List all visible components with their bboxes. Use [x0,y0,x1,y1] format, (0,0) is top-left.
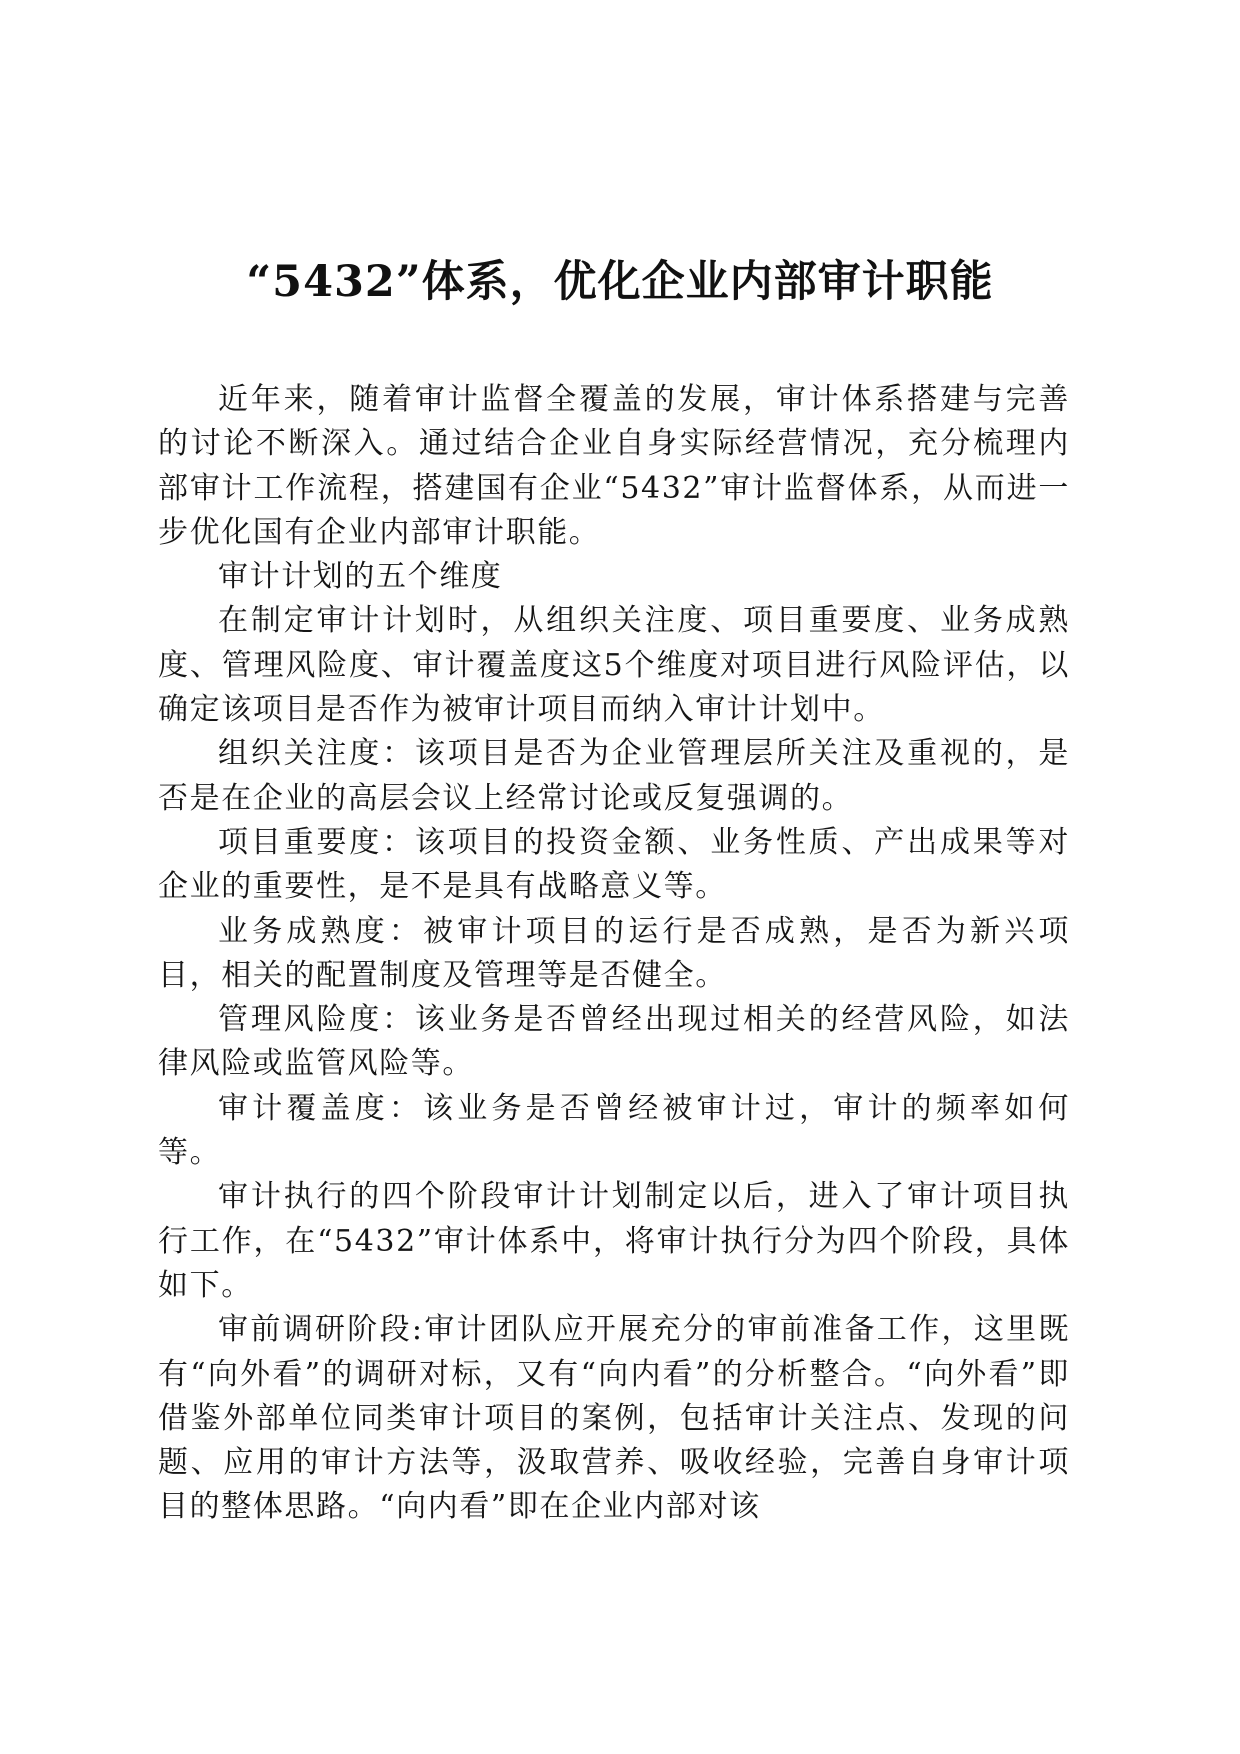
paragraph-business-maturity: 业务成熟度：被审计项目的运行是否成熟，是否为新兴项目，相关的配置制度及管理等是否健全。 [158,913,1070,993]
heading-five-dimensions: 审计计划的五个维度 [218,559,503,595]
paragraph-pre-audit-research: 审前调研阶段:审计团队应开展充分的审前准备工作，这里既有“向外看”的调研对标，又有“向内看”的分析整合。“向外看”即借鉴外部单位同类审计项目的案例，包括审计关注点、发现的问题、应用的审计方法等，汲取营养、吸收经验，完善自身审计项目的整体思路。“向内看”即在企业内部对该 [158,1312,1070,1525]
paragraph-audit-coverage: 审计覆盖度：该业务是否曾经被审计过，审计的频率如何等。 [158,1090,1070,1171]
paragraph-organization-attention: 组织关注度：该项目是否为企业管理层所关注及重视的，是否是在企业的高层会议上经常讨论或反复强调的。 [158,736,1070,816]
document-title: “5432”体系，优化企业内部审计职能 [246,257,994,307]
paragraph-project-importance: 项目重要度：该项目的投资金额、业务性质、产出成果等对企业的重要性，是不是具有战略意义等。 [158,824,1070,905]
paragraph-four-stages: 审计执行的四个阶段审计计划制定以后，进入了审计项目执行工作，在“5432”审计体系中，将审计执行分为四个阶段，具体如下。 [158,1179,1070,1303]
paragraph-intro: 近年来，随着审计监督全覆盖的发展，审计体系搭建与完善的讨论不断深入。通过结合企业自身实际经营情况，充分梳理内部审计工作流程，搭建国有企业“5432”审计监督体系，从而进一步优化国有企业内部审计职能。 [158,382,1070,550]
document-body [158,378,1070,1530]
paragraph-management-risk: 管理风险度：该业务是否曾经出现过相关的经营风险，如法律风险或监管风险等。 [158,1002,1070,1082]
paragraph-five-dimensions: 在制定审计计划时，从组织关注度、项目重要度、业务成熟度、管理风险度、审计覆盖度这5个维度对项目进行风险评估，以确定该项目是否作为被审计项目而纳入审计计划中。 [158,603,1070,728]
